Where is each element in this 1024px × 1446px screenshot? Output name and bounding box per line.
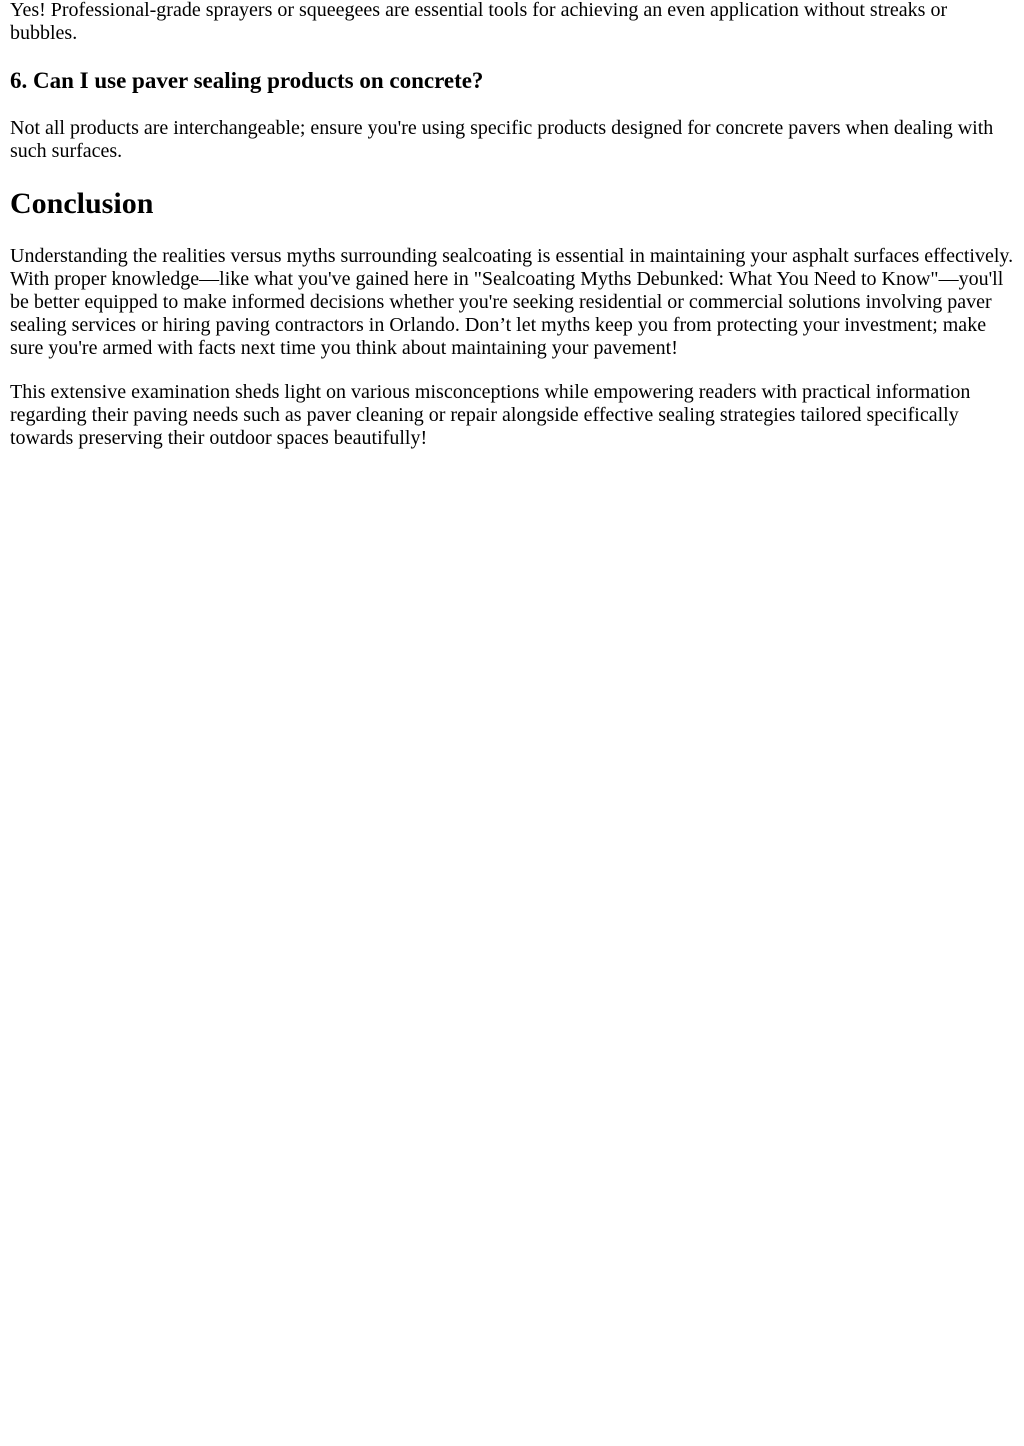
conclusion-heading: Conclusion xyxy=(10,187,154,220)
conclusion-paragraph-2: This extensive examination sheds light on various misconceptions while empowering readers with practical information regarding their paving needs such as paver cleaning or repair alongside effective sealing strategies tailored specifically towards preserving their outdoor spaces beautifully! xyxy=(10,381,971,449)
faq-6-answer: Not all products are interchangeable; ensure you're using specific products designed for concrete pavers when dealing with such surfaces. xyxy=(10,117,994,162)
faq-6-question: 6. Can I use paver sealing products on concrete? xyxy=(10,68,484,93)
conclusion-paragraph-1: Understanding the realities versus myths surrounding sealcoating is essential in maintaining your asphalt surfaces effectively. With proper knowledge—like what you've gained here in "Sealcoating Myths Debunked: What You Need to Know"—you'll be better equipped to make informed decisions whether you're seeking residential or commercial solutions involving paver sealing services or hiring paving contractors in Orlando. Don’t let myths keep you from protecting your investment; make sure you're armed with facts next time you think about maintaining your pavement! xyxy=(10,245,1014,359)
faq-5-answer: Yes! Professional-grade sprayers or squeegees are essential tools for achieving an even application without streaks or bubbles. xyxy=(10,0,948,44)
article-body xyxy=(0,0,1024,450)
